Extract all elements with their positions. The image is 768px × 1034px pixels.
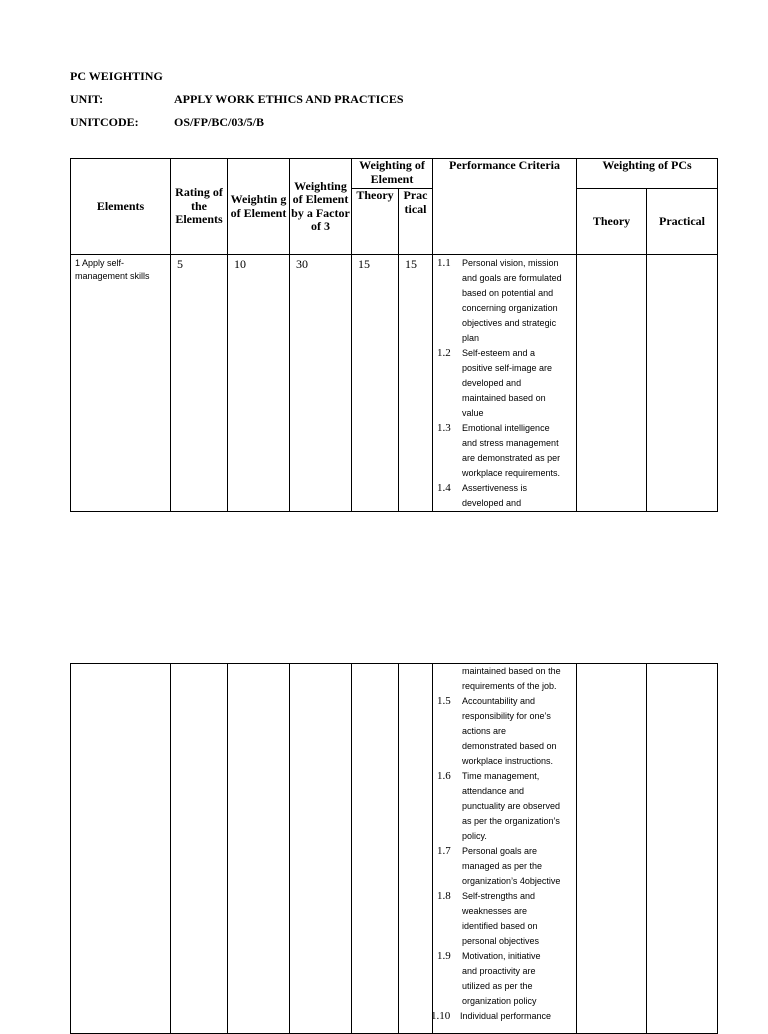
criterion-line: positive self-image are bbox=[462, 363, 553, 373]
criterion-text bbox=[462, 346, 572, 421]
criterion-line: maintained based on the bbox=[462, 666, 561, 676]
criterion-number: 1.9 bbox=[437, 950, 451, 962]
pc-theory-cell bbox=[577, 255, 647, 512]
criterion-item bbox=[433, 256, 576, 346]
criterion-item bbox=[433, 664, 576, 694]
criterion-number: 1.8 bbox=[437, 890, 451, 902]
criterion-line: as per the organization’s bbox=[462, 816, 560, 826]
criterion-line: weaknesses are bbox=[462, 906, 528, 916]
weighting-factor-header: Weighting of Element by a Factor of 3 bbox=[290, 159, 352, 255]
criterion-line: identified based on bbox=[462, 921, 538, 931]
criterion-line: punctuality are observed bbox=[462, 801, 561, 811]
practical-header: Prac tical bbox=[399, 189, 433, 255]
theory-cell bbox=[352, 664, 399, 1034]
criterion-line: value bbox=[462, 408, 484, 418]
criterion-number: 1.6 bbox=[437, 770, 451, 782]
criterion-item bbox=[433, 694, 576, 769]
criterion-number: 1.4 bbox=[437, 482, 451, 494]
criterion-line: are demonstrated as per bbox=[462, 453, 561, 463]
criterion-number bbox=[433, 664, 462, 694]
criterion-item bbox=[433, 346, 576, 421]
criterion-line: personal objectives bbox=[462, 936, 540, 946]
criterion-item bbox=[433, 769, 576, 844]
theory-header: Theory bbox=[352, 189, 399, 255]
performance-criteria-cell bbox=[433, 664, 577, 1034]
criterion-line: and proactivity are bbox=[462, 966, 536, 976]
criterion-number: 1.7 bbox=[437, 845, 451, 857]
criterion-line: Personal vision, mission bbox=[462, 258, 559, 268]
criterion-text bbox=[460, 1009, 570, 1024]
criterion-line: managed as per the bbox=[462, 861, 543, 871]
elements-header: Elements bbox=[71, 159, 171, 255]
weighting-cell bbox=[228, 664, 290, 1034]
unitcode-value: OS/FP/BC/03/5/B bbox=[174, 115, 265, 129]
criterion-line: utilized as per the bbox=[462, 981, 533, 991]
criterion-line: and stress management bbox=[462, 438, 559, 448]
criterion-text bbox=[462, 664, 572, 694]
weighting-header: Weightin g of Element bbox=[228, 159, 290, 255]
criterion-line: Assertiveness is bbox=[462, 483, 528, 493]
criterion-line: Self-esteem and a bbox=[462, 348, 536, 358]
factor-cell: 30 bbox=[290, 255, 352, 512]
rating-cell: 5 bbox=[171, 255, 228, 512]
practical-cell: 15 bbox=[399, 255, 433, 512]
table-row bbox=[71, 664, 718, 1034]
criterion-line: actions are bbox=[462, 726, 507, 736]
criterion-text bbox=[462, 844, 572, 889]
weighting-of-pcs-header: Weighting of PCs bbox=[577, 159, 718, 189]
criterion-line: workplace instructions. bbox=[462, 756, 554, 766]
criterion-line: objectives and strategic bbox=[462, 318, 557, 328]
criterion-text bbox=[462, 421, 572, 481]
criterion-text bbox=[462, 694, 572, 769]
unit-label: UNIT: bbox=[70, 92, 104, 106]
pc-weighting-table-continued bbox=[70, 663, 718, 1034]
table-row bbox=[71, 255, 718, 512]
element-cell: 1 Apply self-management skills bbox=[71, 255, 171, 512]
criterion-item bbox=[433, 481, 576, 511]
rating-cell bbox=[171, 664, 228, 1034]
criterion-line: workplace requirements. bbox=[462, 468, 561, 478]
criterion-line: developed and bbox=[462, 498, 522, 508]
rating-header: Rating of the Elements bbox=[171, 159, 228, 255]
criterion-line: concerning organization bbox=[462, 303, 558, 313]
criterion-number: 1.1 bbox=[437, 257, 451, 269]
criterion-item bbox=[433, 421, 576, 481]
criterion-line: plan bbox=[462, 333, 480, 343]
pc-theory-cell bbox=[577, 664, 647, 1034]
criterion-item bbox=[433, 889, 576, 949]
pc-weighting-table bbox=[70, 158, 718, 512]
weighting-cell: 10 bbox=[228, 255, 290, 512]
pc-practical-cell bbox=[647, 664, 718, 1034]
criterion-text bbox=[462, 481, 572, 511]
criterion-line: requirements of the job. bbox=[462, 681, 557, 691]
performance-criteria-cell bbox=[433, 255, 577, 512]
criterion-text bbox=[462, 889, 572, 949]
criterion-text bbox=[462, 949, 572, 1009]
criterion-number: 1.2 bbox=[437, 347, 451, 359]
criterion-line: Self-strengths and bbox=[462, 891, 536, 901]
criterion-line: demonstrated based on bbox=[462, 741, 557, 751]
criterion-line: organization policy bbox=[462, 996, 537, 1006]
criterion-line: Individual performance bbox=[460, 1011, 552, 1021]
criterion-line: Personal goals are bbox=[462, 846, 538, 856]
criterion-number: 1.5 bbox=[437, 695, 451, 707]
unit-value: APPLY WORK ETHICS AND PRACTICES bbox=[174, 92, 404, 106]
criterion-line: Time management, bbox=[462, 771, 540, 781]
practical-cell bbox=[399, 664, 433, 1034]
criterion-text bbox=[462, 256, 572, 346]
pc-practical-cell bbox=[647, 255, 718, 512]
criterion-line: Emotional intelligence bbox=[462, 423, 550, 433]
criterion-line: developed and bbox=[462, 378, 522, 388]
performance-criteria-header: Performance Criteria bbox=[433, 159, 577, 255]
criterion-line: Motivation, initiative bbox=[462, 951, 541, 961]
criterion-text bbox=[462, 769, 572, 844]
criterion-line: responsibility for one’s bbox=[462, 711, 551, 721]
pc-theory-header: Theory bbox=[577, 189, 647, 255]
pc-practical-header: Practical bbox=[647, 189, 718, 255]
criterion-line: Accountability and bbox=[462, 696, 536, 706]
criterion-item bbox=[433, 949, 576, 1009]
weighting-of-element-header: Weighting of Element bbox=[352, 159, 433, 189]
criterion-line: organization’s 4objective bbox=[462, 876, 561, 886]
criterion-line: and goals are formulated bbox=[462, 273, 562, 283]
criterion-item bbox=[433, 844, 576, 889]
criterion-number: 1.3 bbox=[437, 422, 451, 434]
criterion-line: attendance and bbox=[462, 786, 525, 796]
criterion-line: policy. bbox=[462, 831, 487, 841]
criterion-number: 1.10 bbox=[431, 1010, 451, 1022]
element-cell bbox=[71, 664, 171, 1034]
criterion-line: maintained based on bbox=[462, 393, 546, 403]
criterion-line: based on potential and bbox=[462, 288, 554, 298]
page-title: PC WEIGHTING bbox=[70, 69, 163, 83]
factor-cell bbox=[290, 664, 352, 1034]
theory-cell: 15 bbox=[352, 255, 399, 512]
criterion-item bbox=[433, 1009, 576, 1024]
unitcode-label: UNITCODE: bbox=[70, 115, 139, 129]
